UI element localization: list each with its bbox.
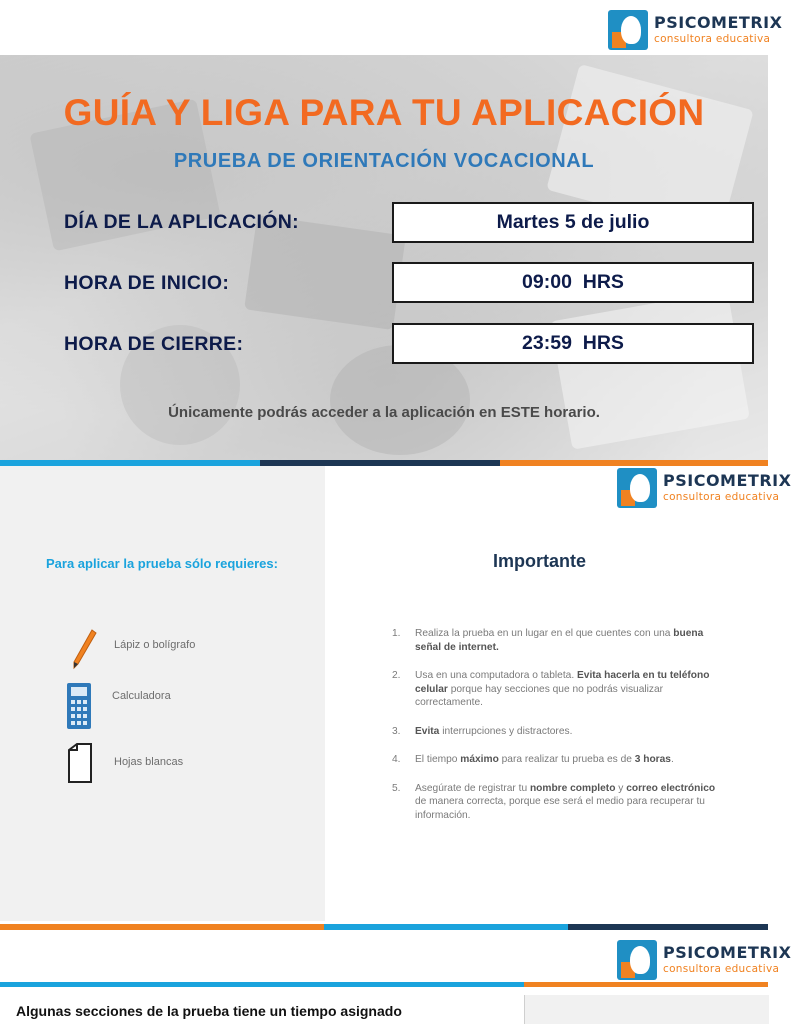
paper-icon [67,742,93,784]
start-time-value: 09:00 HRS [392,262,754,303]
requirement-label: Lápiz o bolígrafo [114,639,196,651]
brand-name: PSICOMETRIX [663,471,791,491]
end-time-label: HORA DE CIERRE: [64,333,244,355]
important-item [392,753,722,767]
important-item-number: 1. [392,628,401,639]
important-item [392,782,722,823]
important-item-text: y [615,782,627,794]
page-subtitle: PRUEBA DE ORIENTACIÓN VOCACIONAL [173,150,595,172]
important-item-emphasis: correo electrónico [626,782,716,794]
important-item-text: para realizar tu prueba es de [498,754,635,765]
timing-panel [524,995,769,1024]
end-time-value: 23:59 HRS [392,323,754,364]
brand-logo-top [608,10,782,50]
schedule-note: Únicamente podrás acceder a la aplicación en ESTE horario. [168,404,600,421]
important-item-emphasis: máximo [460,754,499,765]
divider-bar [500,460,768,466]
application-day-label: DÍA DE LA APLICACIÓN: [64,211,299,233]
divider-bar [0,982,524,987]
application-day-value: Martes 5 de julio [392,202,754,243]
important-item-emphasis: 3 horas [634,754,671,765]
important-item-text: Asegúrate de registrar tu [415,782,530,794]
brand-logo-slide3 [617,940,791,980]
important-item [392,725,722,739]
brand-logo-slide2 [617,468,791,508]
brand-tagline: consultora educativa [663,963,780,976]
important-item-number: 5. [392,782,401,794]
divider-bar [324,924,568,930]
divider-bar [568,924,768,930]
important-item-emphasis: Evita hacerla en tu teléfono celular [415,670,710,695]
pencil-icon [70,628,98,670]
divider-bar [524,982,768,987]
important-item-text: El tiempo [415,754,461,765]
important-item-text: . [670,754,674,765]
important-item-text: Usa en una computadora o tableta. [415,670,577,681]
timing-title: Algunas secciones de la prueba tiene un tiempo asignado [16,1003,402,1019]
important-item-text: Realiza la prueba en un lugar en el que cuentes con una [415,628,674,639]
important-title: Importante [493,551,587,571]
important-list [392,627,722,837]
requirement-label: Calculadora [112,690,171,702]
divider-bar [0,924,324,930]
requirement-label: Hojas blancas [114,756,184,768]
psicometrix-logo-icon [617,940,657,980]
slide-application-guide [0,55,768,460]
brand-name: PSICOMETRIX [663,943,791,963]
requirements-title: Para aplicar la prueba sólo requieres: [46,556,278,571]
important-item-number: 3. [392,725,401,737]
important-item [392,669,722,710]
brand-tagline: consultora educativa [663,491,780,504]
calculator-icon [66,682,92,730]
important-item-emphasis: nombre completo [529,782,616,794]
important-item-text: de manera correcta, porque ese será el medio para recuperar tu información. [415,796,705,821]
psicometrix-logo-icon [608,10,648,50]
important-item-text: interrupciones y distractores. [439,725,573,737]
psicometrix-logo-icon [617,468,657,508]
important-item-emphasis: buena señal de internet. [415,628,704,653]
important-item-emphasis: Evita [415,725,440,737]
page-title: GUÍA Y LIGA PARA TU APLICACIÓN [63,92,705,133]
brand-tagline: consultora educativa [654,33,771,46]
important-item-number: 4. [392,754,401,765]
brand-name: PSICOMETRIX [654,13,783,33]
important-item-text: porque hay secciones que no podrás visualizar correctamente. [415,683,664,708]
important-item [392,627,722,654]
important-item-number: 2. [392,670,401,681]
start-time-label: HORA DE INICIO: [64,272,230,294]
